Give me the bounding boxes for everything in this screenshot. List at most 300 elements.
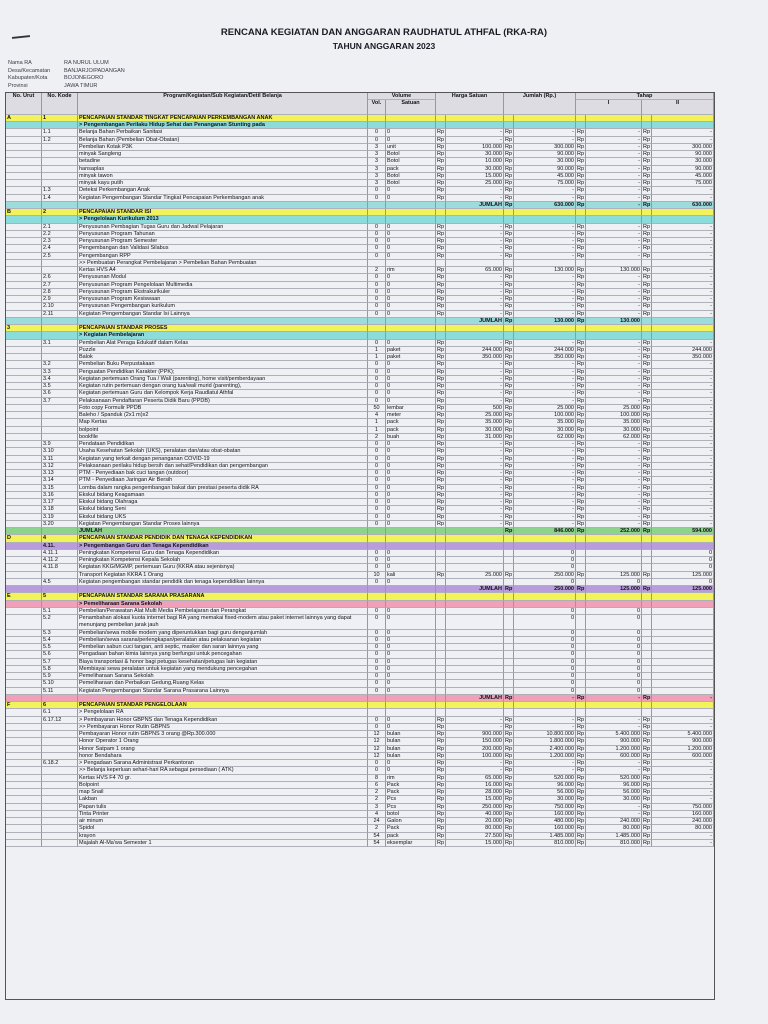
table-row: [6, 709, 714, 716]
cell-v: 0: [368, 666, 386, 673]
cell-jr: [504, 260, 514, 267]
cell-i: 1.485.000: [586, 833, 642, 840]
cell-hr: [436, 557, 446, 564]
cell-h: 30.000: [446, 151, 504, 158]
cell-hr: [436, 528, 446, 535]
cell-jr: Rp: [505, 723, 513, 730]
cell-v: 0: [368, 492, 386, 499]
cell-j: [514, 601, 576, 608]
cell-jr: Rp: [505, 781, 513, 788]
table-row: [6, 448, 714, 455]
cell-j: -: [514, 506, 576, 513]
cell-ii: -: [652, 782, 714, 789]
cell-s: Botol: [386, 173, 436, 180]
cell-iir: [642, 688, 652, 695]
budget-table: [5, 92, 715, 1000]
cell-a: [6, 550, 42, 557]
cell-jr: [504, 615, 514, 630]
cell-ir: Rp: [577, 513, 585, 520]
cell-p: Ekskul bidang Seni: [78, 506, 368, 513]
cell-i: -: [586, 274, 642, 281]
cell-b: 5.5: [42, 644, 78, 651]
cell-i: [586, 325, 642, 332]
cell-a: [6, 398, 42, 405]
cell-jr: Rp: [505, 803, 513, 810]
cell-jr: Rp: [505, 404, 513, 411]
table-row: [6, 303, 714, 310]
cell-i: -: [586, 224, 642, 231]
cell-hr: Rp: [437, 433, 445, 440]
cell-ii: -: [652, 514, 714, 521]
cell-i: [586, 122, 642, 129]
cell-b: 2.11: [42, 311, 78, 318]
cell-s: bulan: [386, 731, 436, 738]
cell-j: -: [514, 369, 576, 376]
cell-ii: -: [652, 369, 714, 376]
cell-v: 2: [368, 434, 386, 441]
cell-j: 0: [514, 673, 576, 680]
cell-a: [6, 811, 42, 818]
cell-h: 25.000: [446, 572, 504, 579]
cell-h: [446, 615, 504, 630]
cell-ii: -: [652, 724, 714, 731]
cell-p: krayon: [78, 833, 368, 840]
cell-b: 5.9: [42, 673, 78, 680]
cell-p: > Pengelolaan RA: [78, 709, 368, 716]
cell-ii: -: [652, 796, 714, 803]
cell-ir: [576, 644, 586, 651]
cell-h: -: [446, 224, 504, 231]
cell-p: Pembelian sabun cuci tangan, anti septic, masker dan saran lainnya yang: [78, 644, 368, 651]
cell-i: [586, 260, 642, 267]
cell-jr: [504, 593, 514, 600]
cell-p: hansaplas: [78, 166, 368, 173]
cell-i: -: [586, 767, 642, 774]
cell-jr: Rp: [505, 745, 513, 752]
cell-p: bolpoint: [78, 427, 368, 434]
cell-hr: Rp: [437, 506, 445, 513]
cell-v: 0: [368, 550, 386, 557]
cell-a: [6, 767, 42, 774]
cell-a: [6, 564, 42, 571]
cell-ii: -: [652, 311, 714, 318]
cell-a: A: [6, 115, 42, 122]
cell-b: [42, 122, 78, 129]
cell-a: [6, 448, 42, 455]
cell-a: [6, 412, 42, 419]
cell-hr: Rp: [437, 455, 445, 462]
cell-a: [6, 274, 42, 281]
table-row: [6, 702, 714, 709]
cell-jr: Rp: [505, 731, 513, 737]
cell-p: Biaya transportasi & honor bagi petugas kesehatan/petugas lain kegiatan: [78, 659, 368, 666]
cell-h: -: [446, 129, 504, 136]
info-label: Kabupaten/Kota: [8, 75, 48, 82]
cell-b: [42, 811, 78, 818]
cell-ir: [576, 550, 586, 557]
cell-hr: [436, 318, 446, 325]
cell-hr: Rp: [437, 230, 445, 237]
cell-j: 810.000: [514, 840, 576, 847]
cell-v: 0: [368, 369, 386, 376]
cell-b: [42, 318, 78, 325]
cell-iir: Rp: [643, 491, 651, 498]
cell-hr: Rp: [437, 774, 445, 781]
cell-p: Honor Operator 1 Orang: [78, 738, 368, 745]
cell-ir: Rp: [577, 426, 585, 433]
cell-h: 250.000: [446, 804, 504, 811]
cell-iir: Rp: [643, 397, 651, 404]
cell-ir: Rp: [577, 201, 585, 208]
cell-ii: 0: [652, 564, 714, 571]
cell-s: 0: [386, 717, 436, 724]
cell-i: -: [586, 376, 642, 383]
cell-j: 250.000: [514, 572, 576, 579]
cell-p: Penyusunan Program Kesiswaan: [78, 296, 368, 303]
cell-ir: [576, 601, 586, 608]
table-row: [6, 840, 714, 847]
cell-hr: Rp: [437, 238, 445, 244]
cell-jr: Rp: [505, 296, 513, 302]
cell-s: unit: [386, 144, 436, 151]
cell-i: -: [586, 463, 642, 470]
cell-p: [78, 695, 368, 702]
cell-a: [6, 477, 42, 484]
cell-ii: 594.000: [652, 528, 714, 535]
cell-v: 0: [368, 688, 386, 695]
cell-h: [446, 260, 504, 267]
cell-s: 0: [386, 564, 436, 571]
cell-ii: -: [652, 340, 714, 347]
cell-s: 0: [386, 224, 436, 231]
cell-v: 3: [368, 173, 386, 180]
cell-j: -: [514, 724, 576, 731]
cell-jr: Rp: [505, 201, 513, 208]
cell-i: -: [586, 521, 642, 528]
cell-a: [6, 782, 42, 789]
cell-s: 0: [386, 608, 436, 615]
table-row: [6, 535, 714, 542]
cell-ii: [652, 216, 714, 223]
cell-h: [446, 593, 504, 600]
cell-b: [42, 158, 78, 165]
cell-j: 62.000: [514, 434, 576, 441]
cell-jr: Rp: [505, 528, 513, 534]
cell-v: 0: [368, 253, 386, 260]
cell-p: Penguatan Pendidikan Karakter (PPK);: [78, 369, 368, 376]
cell-jr: [504, 659, 514, 666]
cell-iir: Rp: [643, 136, 651, 143]
cell-v: 0: [368, 238, 386, 245]
cell-v: 0: [368, 673, 386, 680]
cell-b: 6.18.2: [42, 760, 78, 767]
cell-j: -: [514, 514, 576, 521]
cell-hr: Rp: [437, 354, 445, 360]
cell-i: 96.000: [586, 782, 642, 789]
cell-i: -: [586, 311, 642, 318]
cell-a: B: [6, 209, 42, 216]
cell-b: 3.5: [42, 383, 78, 390]
cell-b: [42, 166, 78, 173]
cell-ir: [576, 543, 586, 550]
cell-iir: [642, 325, 652, 332]
cell-h: [446, 651, 504, 658]
cell-ir: Rp: [577, 158, 585, 165]
cell-a: [6, 419, 42, 426]
cell-jr: [504, 680, 514, 687]
cell-ir: [576, 651, 586, 658]
cell-v: 0: [368, 224, 386, 231]
cell-h: [446, 688, 504, 695]
cell-iir: Rp: [643, 245, 651, 252]
cell-ii: 0: [652, 579, 714, 586]
cell-v: [368, 702, 386, 709]
cell-hr: Rp: [437, 346, 445, 353]
cell-j: -: [514, 361, 576, 368]
cell-h: [446, 709, 504, 716]
cell-hr: Rp: [437, 738, 445, 745]
cell-iir: [642, 332, 652, 339]
cell-hr: Rp: [437, 252, 445, 259]
cell-jr: [504, 688, 514, 695]
cell-jr: Rp: [505, 832, 513, 839]
cell-i: -: [586, 811, 642, 818]
cell-s: [386, 601, 436, 608]
cell-j: [514, 325, 576, 332]
cell-hr: [436, 535, 446, 542]
cell-i: -: [586, 195, 642, 202]
cell-v: 0: [368, 680, 386, 687]
cell-p: Belanja Bahan Perbaikan Sanitasi: [78, 129, 368, 136]
cell-j: 300.000: [514, 144, 576, 151]
cell-a: [6, 318, 42, 325]
cell-h: -: [446, 463, 504, 470]
cell-h: 65.000: [446, 267, 504, 274]
cell-h: [446, 564, 504, 571]
cell-s: 0: [386, 579, 436, 586]
cell-ir: Rp: [577, 375, 585, 382]
cell-p: honor Bendahara: [78, 753, 368, 760]
cell-s: [386, 209, 436, 216]
cell-p: Ekskul bidang UKS: [78, 514, 368, 521]
cell-jr: [504, 115, 514, 122]
table-row: [6, 354, 714, 361]
cell-ir: Rp: [577, 796, 585, 803]
cell-h: 100.000: [446, 753, 504, 760]
cell-a: [6, 340, 42, 347]
cell-s: bulan: [386, 738, 436, 745]
cell-iir: Rp: [643, 310, 651, 317]
cell-ir: Rp: [577, 230, 585, 237]
cell-ii: -: [652, 441, 714, 448]
cell-h: -: [446, 303, 504, 310]
cell-iir: Rp: [643, 738, 651, 745]
cell-p: Pembelian/Perawatan Alat Multi Media Pembelajaran dan Perangkat: [78, 608, 368, 615]
cell-j: -: [514, 760, 576, 767]
cell-i: -: [586, 448, 642, 455]
cell-ir: Rp: [577, 760, 585, 766]
cell-s: 0: [386, 485, 436, 492]
cell-j: [514, 543, 576, 550]
cell-hr: Rp: [437, 818, 445, 824]
cell-ii: -: [652, 376, 714, 383]
cell-ir: Rp: [577, 419, 585, 426]
cell-h: 16.000: [446, 782, 504, 789]
cell-h: [446, 637, 504, 644]
table-row: [6, 557, 714, 564]
cell-iir: Rp: [643, 361, 651, 368]
cell-s: 0: [386, 644, 436, 651]
cell-a: [6, 673, 42, 680]
table-row: [6, 122, 714, 129]
cell-b: [42, 695, 78, 702]
cell-a: [6, 804, 42, 811]
cell-ii: [652, 332, 714, 339]
cell-i: 35.000: [586, 419, 642, 426]
cell-h: JUMLAH: [446, 586, 504, 593]
cell-v: 0: [368, 340, 386, 347]
cell-s: [386, 115, 436, 122]
cell-j: 1.485.000: [514, 833, 576, 840]
cell-jr: Rp: [505, 238, 513, 244]
cell-jr: Rp: [505, 136, 513, 143]
cell-hr: Rp: [437, 136, 445, 143]
table-row: [6, 347, 714, 354]
cell-s: 0: [386, 245, 436, 252]
cell-p: Pengembangan dan Validasi Silabus: [78, 245, 368, 252]
cell-hr: Rp: [437, 448, 445, 455]
cell-a: [6, 434, 42, 441]
cell-h: -: [446, 470, 504, 477]
cell-ii: 630.000: [652, 202, 714, 209]
cell-iir: Rp: [643, 499, 651, 505]
cell-ii: -: [652, 282, 714, 289]
table-row: [6, 340, 714, 347]
cell-p: > Pembayaran Honor GBPNS dan Tenaga Kependidikan: [78, 717, 368, 724]
table-row: [6, 760, 714, 767]
cell-p: PENCAPAIAN STANDAR PENGELOLAAN: [78, 702, 368, 709]
cell-i: -: [586, 340, 642, 347]
cell-p: Lakban: [78, 796, 368, 803]
header-cell: I: [576, 100, 642, 115]
cell-jr: Rp: [505, 310, 513, 317]
cell-iir: Rp: [643, 346, 651, 353]
cell-p: Kegiatan rutin pertemuan dengan orang tua/wali murid (parenting),: [78, 383, 368, 390]
cell-h: -: [446, 253, 504, 260]
cell-v: 3: [368, 151, 386, 158]
cell-b: 3.2: [42, 361, 78, 368]
cell-v: 1: [368, 354, 386, 361]
cell-ii: -: [652, 470, 714, 477]
cell-ir: Rp: [577, 470, 585, 476]
cell-b: 1: [42, 115, 78, 122]
cell-ii: -: [652, 434, 714, 441]
cell-iir: Rp: [643, 441, 651, 447]
cell-s: 0: [386, 760, 436, 767]
table-row: [6, 506, 714, 513]
cell-s: 0: [386, 448, 436, 455]
cell-iir: Rp: [643, 288, 651, 295]
cell-b: 3.19: [42, 514, 78, 521]
cell-b: [42, 202, 78, 209]
table-row: [6, 651, 714, 658]
cell-ii: -: [652, 717, 714, 724]
cell-ir: Rp: [577, 404, 585, 411]
cell-hr: Rp: [437, 129, 445, 136]
cell-h: 35.000: [446, 419, 504, 426]
cell-jr: Rp: [505, 448, 513, 455]
table-row: [6, 115, 714, 122]
cell-i: [586, 593, 642, 600]
cell-i: -: [586, 354, 642, 361]
cell-iir: [642, 709, 652, 716]
cell-ir: Rp: [577, 339, 585, 346]
cell-v: 12: [368, 746, 386, 753]
cell-iir: Rp: [643, 412, 651, 418]
cell-j: 750.000: [514, 804, 576, 811]
cell-h: 80.000: [446, 825, 504, 832]
cell-v: 0: [368, 463, 386, 470]
cell-j: 250.000: [514, 586, 576, 593]
cell-j: 160.000: [514, 811, 576, 818]
cell-i: 0: [586, 666, 642, 673]
cell-v: 12: [368, 753, 386, 760]
cell-s: [386, 325, 436, 332]
cell-hr: Rp: [437, 194, 445, 201]
cell-a: [6, 760, 42, 767]
cell-jr: [504, 209, 514, 216]
cell-i: 0: [586, 651, 642, 658]
cell-hr: Rp: [437, 484, 445, 491]
cell-b: 4.11.1: [42, 550, 78, 557]
cell-ii: -: [652, 760, 714, 767]
cell-hr: [436, 115, 446, 122]
cell-hr: Rp: [437, 223, 445, 230]
cell-hr: [436, 666, 446, 673]
cell-ir: Rp: [577, 151, 585, 157]
cell-i: 100.000: [586, 412, 642, 419]
cell-b: 2: [42, 209, 78, 216]
cell-p: [78, 318, 368, 325]
cell-h: -: [446, 717, 504, 724]
cell-ii: 300.000: [652, 144, 714, 151]
cell-ir: Rp: [577, 252, 585, 259]
cell-iir: Rp: [643, 513, 651, 520]
cell-a: [6, 833, 42, 840]
cell-ir: Rp: [577, 477, 585, 484]
cell-j: 25.000: [514, 405, 576, 412]
cell-jr: [504, 709, 514, 716]
cell-b: 5.6: [42, 651, 78, 658]
cell-p: minyak Sangleng: [78, 151, 368, 158]
cell-ii: -: [652, 463, 714, 470]
cell-iir: Rp: [643, 571, 651, 578]
table-row: [6, 825, 714, 832]
cell-s: rim: [386, 775, 436, 782]
cell-b: 3.7: [42, 398, 78, 405]
cell-j: 1.800.000: [514, 738, 576, 745]
cell-iir: [642, 601, 652, 608]
table-row: [6, 180, 714, 187]
cell-j: 100.000: [514, 412, 576, 419]
cell-jr: Rp: [505, 194, 513, 201]
cell-p: Penambahan alokasi kuota internet bagi RA yang memakai fixed-modem atau paket internet lainnya yang dapat menunjang pembelian jarak jauh: [78, 615, 368, 630]
cell-j: -: [514, 485, 576, 492]
cell-i: 125.000: [586, 586, 642, 593]
cell-ii: 900.000: [652, 738, 714, 745]
cell-iir: Rp: [643, 760, 651, 766]
cell-v: 0: [368, 398, 386, 405]
